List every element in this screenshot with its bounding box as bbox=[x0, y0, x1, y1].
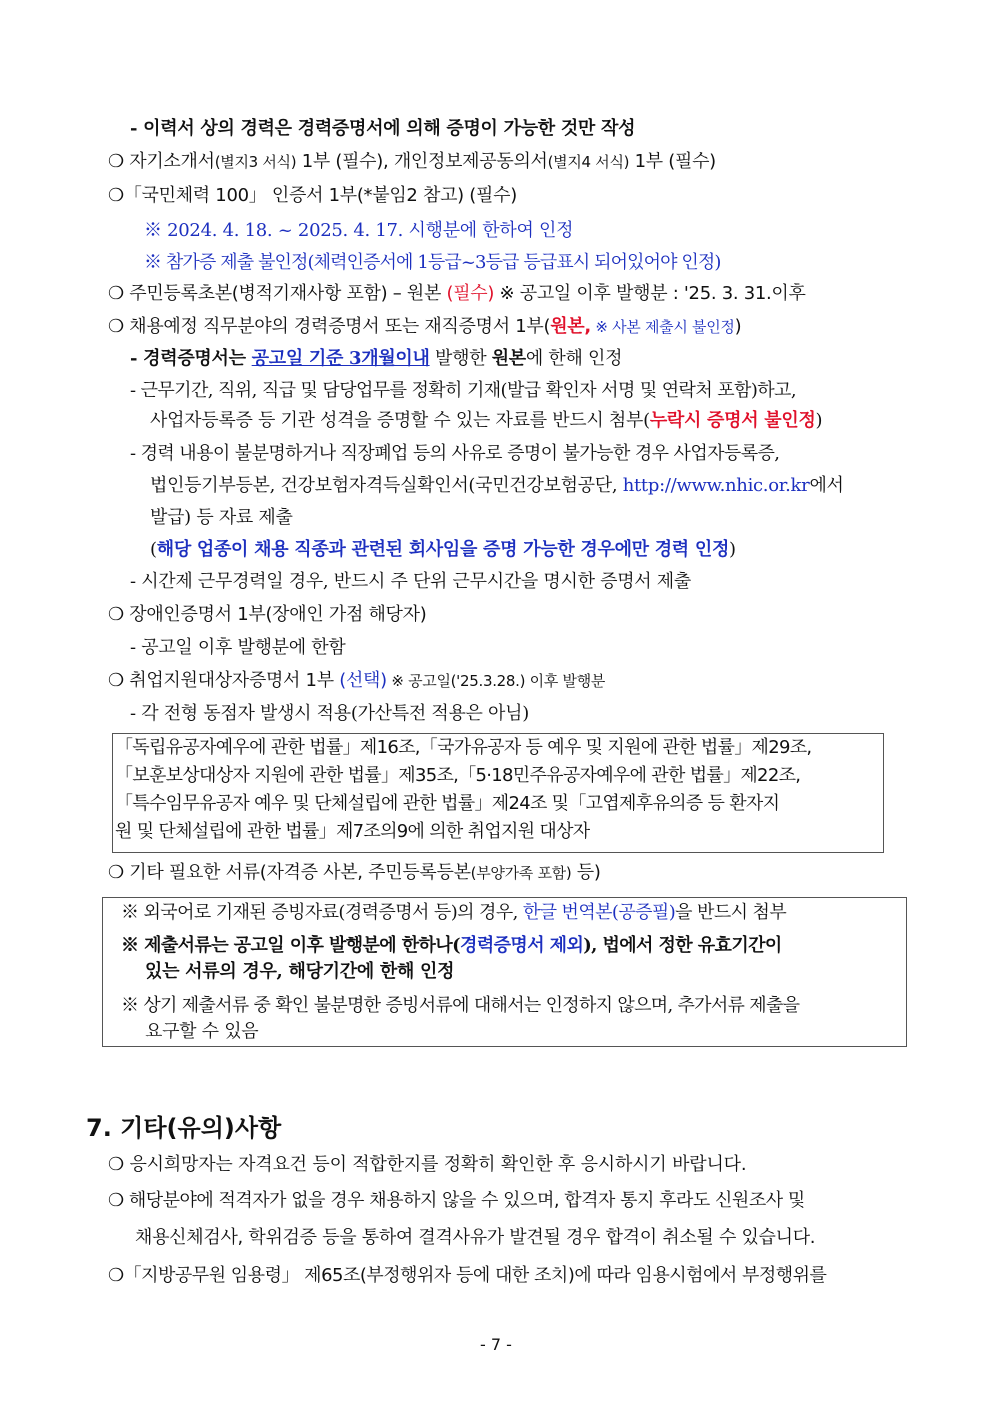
item-text: 발행한 bbox=[429, 348, 492, 369]
legal-basis-line: 「독립유공자예우에 관한 법률」제16조,「국가유공자 등 예우 및 지원에 관한 법률」제29조, bbox=[115, 737, 812, 758]
employment-support-item bbox=[108, 669, 605, 693]
item-text: ❍ 채용예정 직무분야의 경력증명서 또는 재직증명서 1부( bbox=[108, 316, 551, 337]
fitness-cert-item: ❍「국민체력 100」 인증서 1부(*붙임2 참고) (필수) bbox=[108, 185, 517, 206]
notice-item: ❍「지방공무원 임용령」 제65조(부정행위자 등에 대한 조치)에 따라 임용시험에서 부정행위를 bbox=[108, 1265, 827, 1286]
other-docs-item bbox=[108, 861, 601, 885]
copy-note: ※ 사본 제출시 불인정 bbox=[590, 318, 735, 336]
translation-highlight: 한글 번역본(공증필) bbox=[522, 902, 676, 923]
legal-basis-line: 「보훈보상대상자 지원에 관한 법률」제35조,「5·18민주유공자예우에 관한 법률」제22조, bbox=[115, 765, 801, 786]
disability-cert-note: - 공고일 이후 발행분에 한함 bbox=[130, 637, 346, 658]
original-word: 원본 bbox=[491, 348, 526, 369]
item-text: ❍ 자기소개서 bbox=[108, 151, 215, 172]
issue-date-note: ※ 공고일('25.3.28.) 이후 발행분 bbox=[386, 672, 606, 690]
form-ref: (별지3 서식) bbox=[214, 153, 297, 171]
item-text: ❍ 주민등록초본(병적기재사항 포함) – 원본 bbox=[108, 283, 447, 304]
tie-note: - 각 전형 동점자 발생시 적용(가산특전 적용은 아님) bbox=[130, 703, 529, 724]
legal-basis-line: 「특수임무유공자 예우 및 단체설립에 관한 법률」제24조 및「고엽제후유의증 등 환자지 bbox=[115, 793, 780, 814]
item-text: ) bbox=[734, 316, 742, 337]
legal-basis-line: 원 및 단체설립에 관한 법률」제7조의9에 의한 취업지원 대상자 bbox=[115, 821, 590, 842]
item-text: 에 한해 인정 bbox=[525, 348, 623, 369]
industry-highlight: 해당 업종이 채용 직종과 관련된 회사임을 증명 가능한 경우에만 경력 인정 bbox=[156, 539, 730, 560]
unclear-docs-note-cont: 요구할 수 있음 bbox=[145, 1021, 259, 1042]
item-text: ) bbox=[815, 410, 823, 431]
family-note: (부양가족 포함) bbox=[470, 864, 572, 882]
career-attach-note bbox=[150, 409, 822, 433]
item-text: ) bbox=[729, 539, 736, 560]
item-text: 사업자등록증 등 기관 성격을 증명할 수 있는 자료를 반드시 첨부( bbox=[150, 410, 650, 431]
validity-note-cont: 있는 서류의 경우, 해당기간에 한해 인정 bbox=[145, 961, 455, 982]
disability-cert-item: ❍ 장애인증명서 1부(장애인 가점 해당자) bbox=[108, 604, 427, 625]
notice-item: ❍ 응시희망자는 자격요건 등이 적합한지를 정확히 확인한 후 응시하시기 바랍니다. bbox=[108, 1154, 747, 1175]
resident-record-item bbox=[108, 282, 806, 306]
item-text: 등) bbox=[571, 862, 601, 883]
item-text: - 경력증명서는 bbox=[130, 348, 252, 369]
career-alt-docs-cont: 발급) 등 자료 제출 bbox=[150, 507, 293, 528]
missing-warning: 누락시 증명서 불인정 bbox=[649, 410, 816, 431]
original-label: 원본, bbox=[550, 316, 591, 337]
nhic-link[interactable]: http://www.nhic.or.kr bbox=[622, 475, 810, 496]
item-text: ※ 외국어로 기재된 증빙자료(경력증명서 등)의 경우, bbox=[121, 902, 523, 923]
optional-label: (선택) bbox=[339, 670, 387, 691]
career-exclude: 경력증명서 제외 bbox=[460, 935, 584, 956]
form-ref: (별지4 서식) bbox=[547, 153, 630, 171]
item-text: ※ 공고일 이후 발행분 : '25. 3. 31.이후 bbox=[494, 283, 806, 304]
fitness-participation-note: ※ 참가증 제출 불인정(체력인증서에 1등급~3등급 등급표시 되어있어야 인정) bbox=[144, 252, 721, 273]
translation-note bbox=[121, 901, 786, 925]
item-text: ❍ 취업지원대상자증명서 1부 bbox=[108, 670, 340, 691]
item-text: 법인등기부등본, 건강보험자격득실확인서(국민건강보험공단, bbox=[150, 475, 623, 496]
career-industry-note bbox=[150, 538, 736, 562]
self-intro-item bbox=[108, 150, 716, 174]
item-text: 1부 (필수) bbox=[629, 151, 716, 172]
career-cert-item bbox=[108, 315, 741, 339]
page-number: - 7 - bbox=[480, 1335, 512, 1354]
career-alt-docs bbox=[150, 474, 844, 498]
item-text: ※ 제출서류는 공고일 이후 발행분에 한하나( bbox=[121, 935, 461, 956]
item-text: ), 법에서 정한 유효기간이 bbox=[583, 935, 782, 956]
fitness-period-note: ※ 2024. 4. 18. ~ 2025. 4. 17. 시행분에 한하여 인정 bbox=[144, 220, 574, 241]
item-text: ( bbox=[150, 539, 157, 560]
notice-item-cont: 채용신체검사, 학위검증 등을 통하여 결격사유가 발견될 경우 합격이 취소될 수 있습니다. bbox=[135, 1227, 816, 1248]
required-label: (필수) bbox=[446, 283, 495, 304]
item-text: ❍ 기타 필요한 서류(자격증 사본, 주민등록등본 bbox=[108, 862, 471, 883]
notice-item: ❍ 해당분야에 적격자가 없을 경우 채용하지 않을 수 있으며, 합격자 통지 후라도 신원조사 및 bbox=[108, 1190, 805, 1211]
career-cert-validity bbox=[130, 347, 622, 371]
item-text: 1부 (필수), 개인정보제공동의서 bbox=[296, 151, 548, 172]
unclear-docs-note: ※ 상기 제출서류 중 확인 불분명한 증빙서류에 대해서는 인정하지 않으며, 추가서류 제출을 bbox=[121, 995, 800, 1016]
parttime-note: - 시간제 근무경력일 경우, 반드시 주 단위 근무시간을 명시한 증명서 제출 bbox=[130, 571, 691, 592]
item-text: 에서 bbox=[809, 475, 844, 496]
section-heading: 7. 기타(유의)사항 bbox=[86, 1114, 282, 1142]
career-detail-note: - 근무기간, 직위, 직급 및 담당업무를 정확히 기재(발급 확인자 서명 및 연락처 포함)하고, bbox=[130, 380, 796, 401]
career-note: - 이력서 상의 경력은 경력증명서에 의해 증명이 가능한 것만 작성 bbox=[130, 118, 636, 139]
period-highlight: 공고일 기준 3개월이내 bbox=[251, 348, 430, 369]
item-text: 을 반드시 첨부 bbox=[675, 902, 787, 923]
validity-note bbox=[121, 934, 782, 958]
career-unclear-note: - 경력 내용이 불분명하거나 직장폐업 등의 사유로 증명이 불가능한 경우 사업자등록증, bbox=[130, 443, 780, 464]
